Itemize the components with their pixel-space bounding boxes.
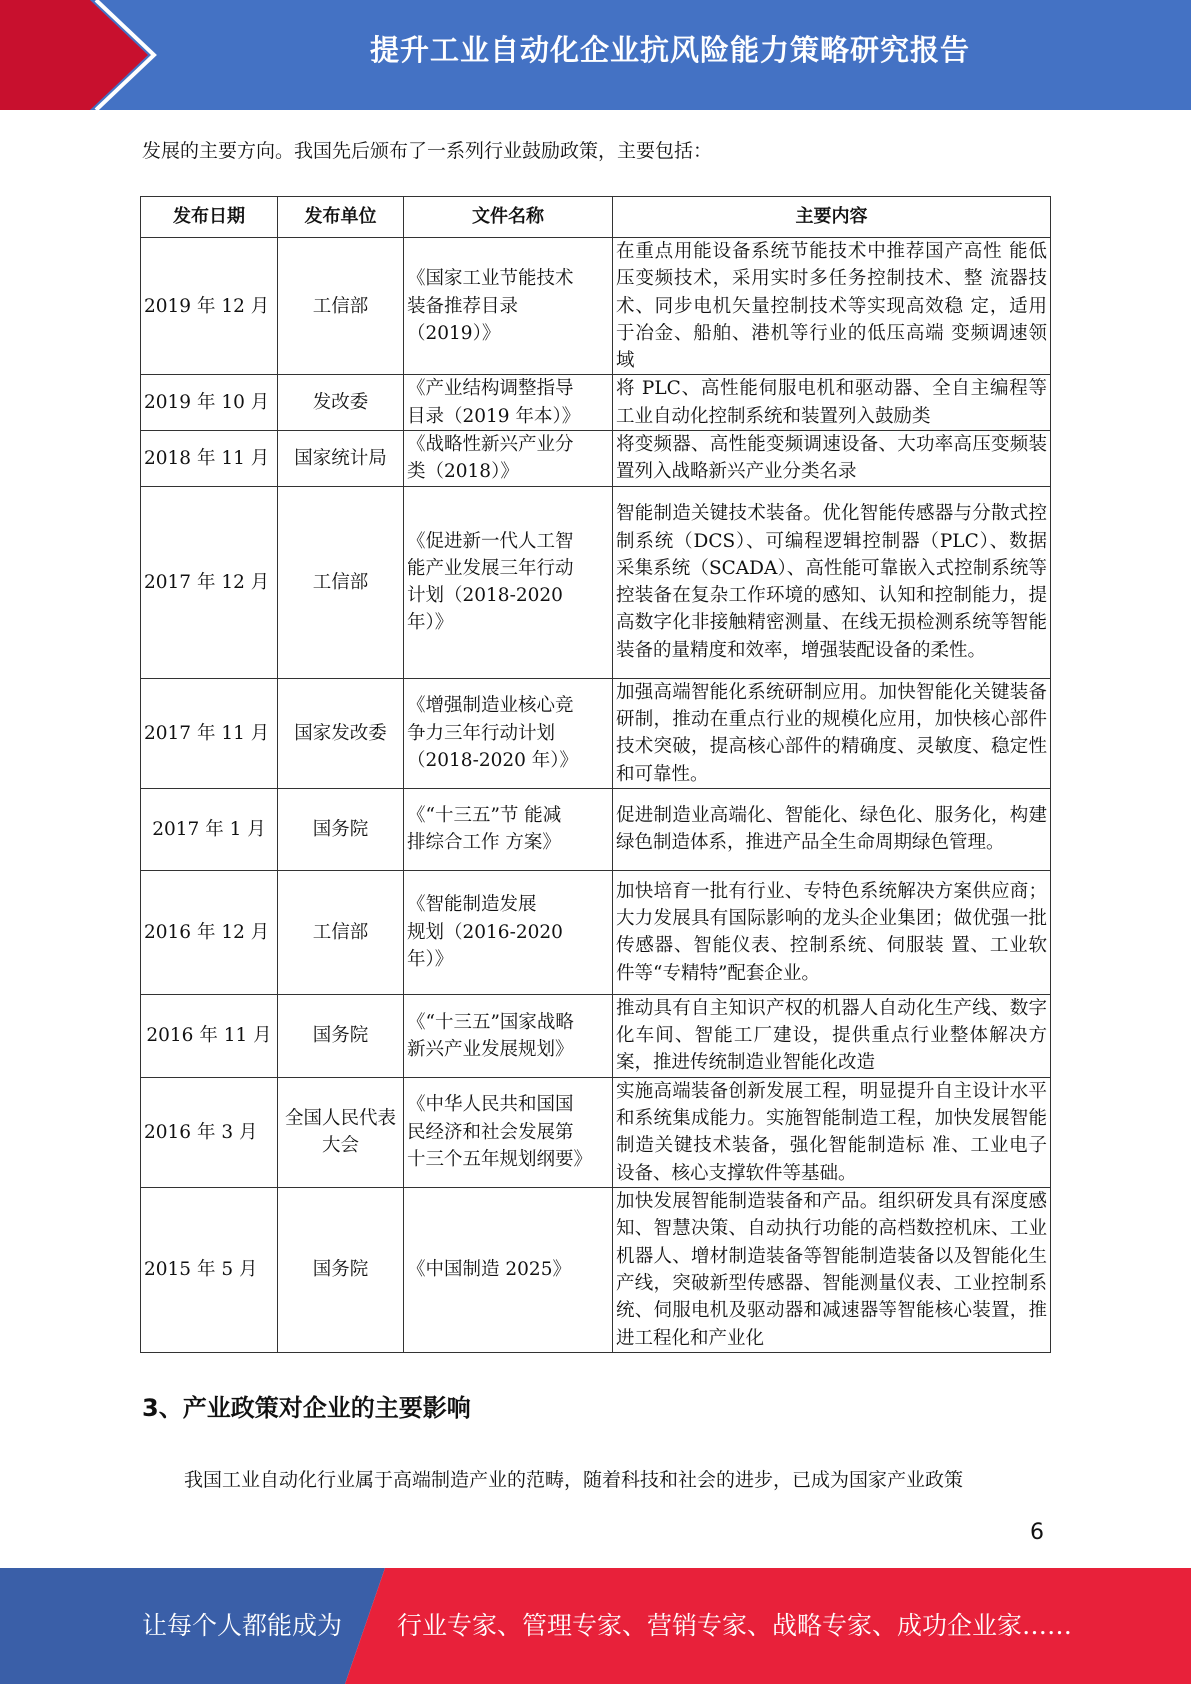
row-unit: 发改委 bbox=[278, 375, 404, 431]
doc-line: 《中国制造 2025》 bbox=[407, 1259, 571, 1281]
doc-line: （2018-2020 年）》 bbox=[407, 749, 579, 771]
row-content: 加快发展智能制造装备和产品。组织研发具有深度感知、智慧决策、自动执行功能的高档数控机床、工业机器人、增材制造装备等智能制造装备以及智能化生产线，突破新型传感器、智能测量仪表、工业控制系统、伺服电机及驱动器和减速器等智能核心装置，推进工程化和产业化 bbox=[613, 1187, 1051, 1352]
row-content: 实施高端装备创新发展工程，明显提升自主设计水平和系统集成能力。实施智能制造工程，加快发展智能制造关键技术装备，强化智能制造标 准、工业电子设备、核心支撑软件等基础。 bbox=[613, 1077, 1051, 1187]
row-unit: 全国人民代表大会 bbox=[278, 1077, 404, 1187]
row-document bbox=[404, 431, 613, 487]
table-row bbox=[141, 994, 1051, 1077]
doc-line: 《国家工业节能技术 bbox=[407, 268, 574, 290]
doc-line: （2019）》 bbox=[407, 322, 501, 344]
doc-line: 《战略性新兴产业分 bbox=[407, 434, 574, 456]
row-document bbox=[404, 1187, 613, 1352]
footer-banner bbox=[0, 1568, 1191, 1684]
row-unit: 国家统计局 bbox=[278, 431, 404, 487]
doc-line: 十三个五年规划纲要》 bbox=[407, 1148, 593, 1170]
table-row bbox=[141, 375, 1051, 431]
row-date: 2017 年 11 月 bbox=[141, 678, 278, 788]
row-content: 加强高端智能化系统研制应用。加快智能化关键装备研制，推动在重点行业的规模化应用，加快核心部件技术突破，提高核心部件的精确度、灵敏度、稳定性和可靠性。 bbox=[613, 678, 1051, 788]
table-row bbox=[141, 1187, 1051, 1352]
policy-table bbox=[140, 196, 1051, 1353]
table-header-row bbox=[141, 197, 1051, 238]
row-date: 2017 年 1 月 bbox=[141, 788, 278, 870]
table-row bbox=[141, 486, 1051, 678]
row-document bbox=[404, 994, 613, 1077]
doc-line: 《“十三五”节 能减 bbox=[407, 805, 562, 827]
row-content: 智能制造关键技术装备。优化智能传感器与分散式控制系统（DCS）、可编程逻辑控制器（PLC）、数据采集系统（SCADA）、高性能可靠嵌入式控制系统等控装备在复杂工作环境的感知、认知和控制能力，提高数字化非接触精密测量、在线无损检测系统等智能装备的量精度和效率，增强装配设备的柔性。 bbox=[613, 486, 1051, 678]
doc-line: 争力三年行动计划 bbox=[407, 722, 556, 744]
doc-line: 《中华人民共和国国 bbox=[407, 1094, 574, 1116]
doc-line: 《增强制造业核心竞 bbox=[407, 695, 574, 717]
row-content: 加快培育一批有行业、专特色系统解决方案供应商；大力发展具有国际影响的龙头企业集团；做优强一批传感器、智能仪表、控制系统、伺服装 置、工业软件等“专精特”配套企业。 bbox=[613, 870, 1051, 994]
row-date: 2016 年 11 月 bbox=[141, 994, 278, 1077]
doc-line: 规划（2016-2020 bbox=[407, 921, 563, 943]
row-date: 2016 年 12 月 bbox=[141, 870, 278, 994]
row-unit: 工信部 bbox=[278, 486, 404, 678]
row-document bbox=[404, 486, 613, 678]
doc-line: 年）》 bbox=[407, 949, 454, 970]
row-unit: 国务院 bbox=[278, 1187, 404, 1352]
row-unit: 国家发改委 bbox=[278, 678, 404, 788]
doc-line: 《产业结构调整指导 bbox=[407, 378, 574, 400]
doc-line: 《智能制造发展 bbox=[407, 894, 537, 916]
doc-line: 年）》 bbox=[407, 612, 454, 634]
row-content: 促进制造业高端化、智能化、绿色化、服务化，构建绿色制造体系，推进产品全生命周期绿色管理。 bbox=[613, 788, 1051, 870]
row-document bbox=[404, 678, 613, 788]
doc-line: 计划（2018-2020 bbox=[407, 585, 563, 607]
column-header-document: 文件名称 bbox=[404, 197, 613, 238]
row-content: 将变频器、高性能变频调速设备、大功率高压变频装置列入战略新兴产业分类名录 bbox=[613, 431, 1051, 487]
footer-slogan-right: 行业专家、管理专家、营销专家、战略专家、成功企业家…… bbox=[397, 1611, 1073, 1640]
row-document bbox=[404, 788, 613, 870]
row-date: 2015 年 5 月 bbox=[141, 1187, 278, 1352]
row-date: 2018 年 11 月 bbox=[141, 431, 278, 487]
doc-line: 目录（2019 年本）》 bbox=[407, 405, 581, 427]
table-row bbox=[141, 678, 1051, 788]
section-heading: 3、产业政策对企业的主要影响 bbox=[142, 1394, 471, 1422]
row-date: 2019 年 12 月 bbox=[141, 238, 278, 375]
table-row bbox=[141, 238, 1051, 375]
doc-line: 新兴产业发展规划》 bbox=[407, 1038, 574, 1060]
table-row bbox=[141, 788, 1051, 870]
row-unit: 工信部 bbox=[278, 238, 404, 375]
column-header-unit: 发布单位 bbox=[278, 197, 404, 238]
header-banner bbox=[0, 0, 1191, 110]
doc-line: 能产业发展三年行动 bbox=[407, 557, 574, 579]
row-date: 2017 年 12 月 bbox=[141, 486, 278, 678]
doc-line: 民经济和社会发展第 bbox=[407, 1121, 574, 1143]
row-content: 将 PLC、高性能伺服电机和驱动器、全自主编程等工业自动化控制系统和装置列入鼓励类 bbox=[613, 375, 1051, 431]
row-date: 2019 年 10 月 bbox=[141, 375, 278, 431]
row-document bbox=[404, 375, 613, 431]
row-unit: 工信部 bbox=[278, 870, 404, 994]
row-unit: 国务院 bbox=[278, 788, 404, 870]
table-row bbox=[141, 1077, 1051, 1187]
doc-line: 排综合工作 方案》 bbox=[407, 832, 561, 854]
doc-line: 类（2018）》 bbox=[407, 461, 519, 483]
row-date: 2016 年 3 月 bbox=[141, 1077, 278, 1187]
body-paragraph: 我国工业自动化行业属于高端制造产业的范畴，随着科技和社会的进步，已成为国家产业政策 bbox=[184, 1469, 964, 1491]
row-content: 在重点用能设备系统节能技术中推荐国产高性 能低压变频技术，采用实时多任务控制技术、整 流器技术、同步电机矢量控制技术等实现高效稳 定，适用于冶金、船舶、港机等行业的低压高端 变频调速领域 bbox=[613, 238, 1051, 375]
row-document bbox=[404, 1077, 613, 1187]
doc-line: 装备推荐目录 bbox=[407, 295, 519, 317]
column-header-date: 发布日期 bbox=[141, 197, 278, 238]
doc-line: 《促进新一代人工智 bbox=[407, 530, 574, 552]
doc-line: 《“十三五”国家战略 bbox=[407, 1011, 574, 1033]
column-header-content: 主要内容 bbox=[613, 197, 1051, 238]
table-row bbox=[141, 431, 1051, 487]
row-unit: 国务院 bbox=[278, 994, 404, 1077]
page-number: 6 bbox=[1030, 1520, 1044, 1545]
row-content: 推动具有自主知识产权的机器人自动化生产线、数字化车间、智能工厂建设，提供重点行业整体解决方案，推进传统制造业智能化改造 bbox=[613, 994, 1051, 1077]
table-row bbox=[141, 870, 1051, 994]
footer-slogan-left: 让每个人都能成为 bbox=[142, 1611, 343, 1640]
intro-paragraph: 发展的主要方向。我国先后颁布了一系列行业鼓励政策，主要包括： bbox=[142, 140, 713, 162]
row-document bbox=[404, 870, 613, 994]
report-title: 提升工业自动化企业抗风险能力策略研究报告 bbox=[369, 33, 970, 67]
row-document bbox=[404, 238, 613, 375]
